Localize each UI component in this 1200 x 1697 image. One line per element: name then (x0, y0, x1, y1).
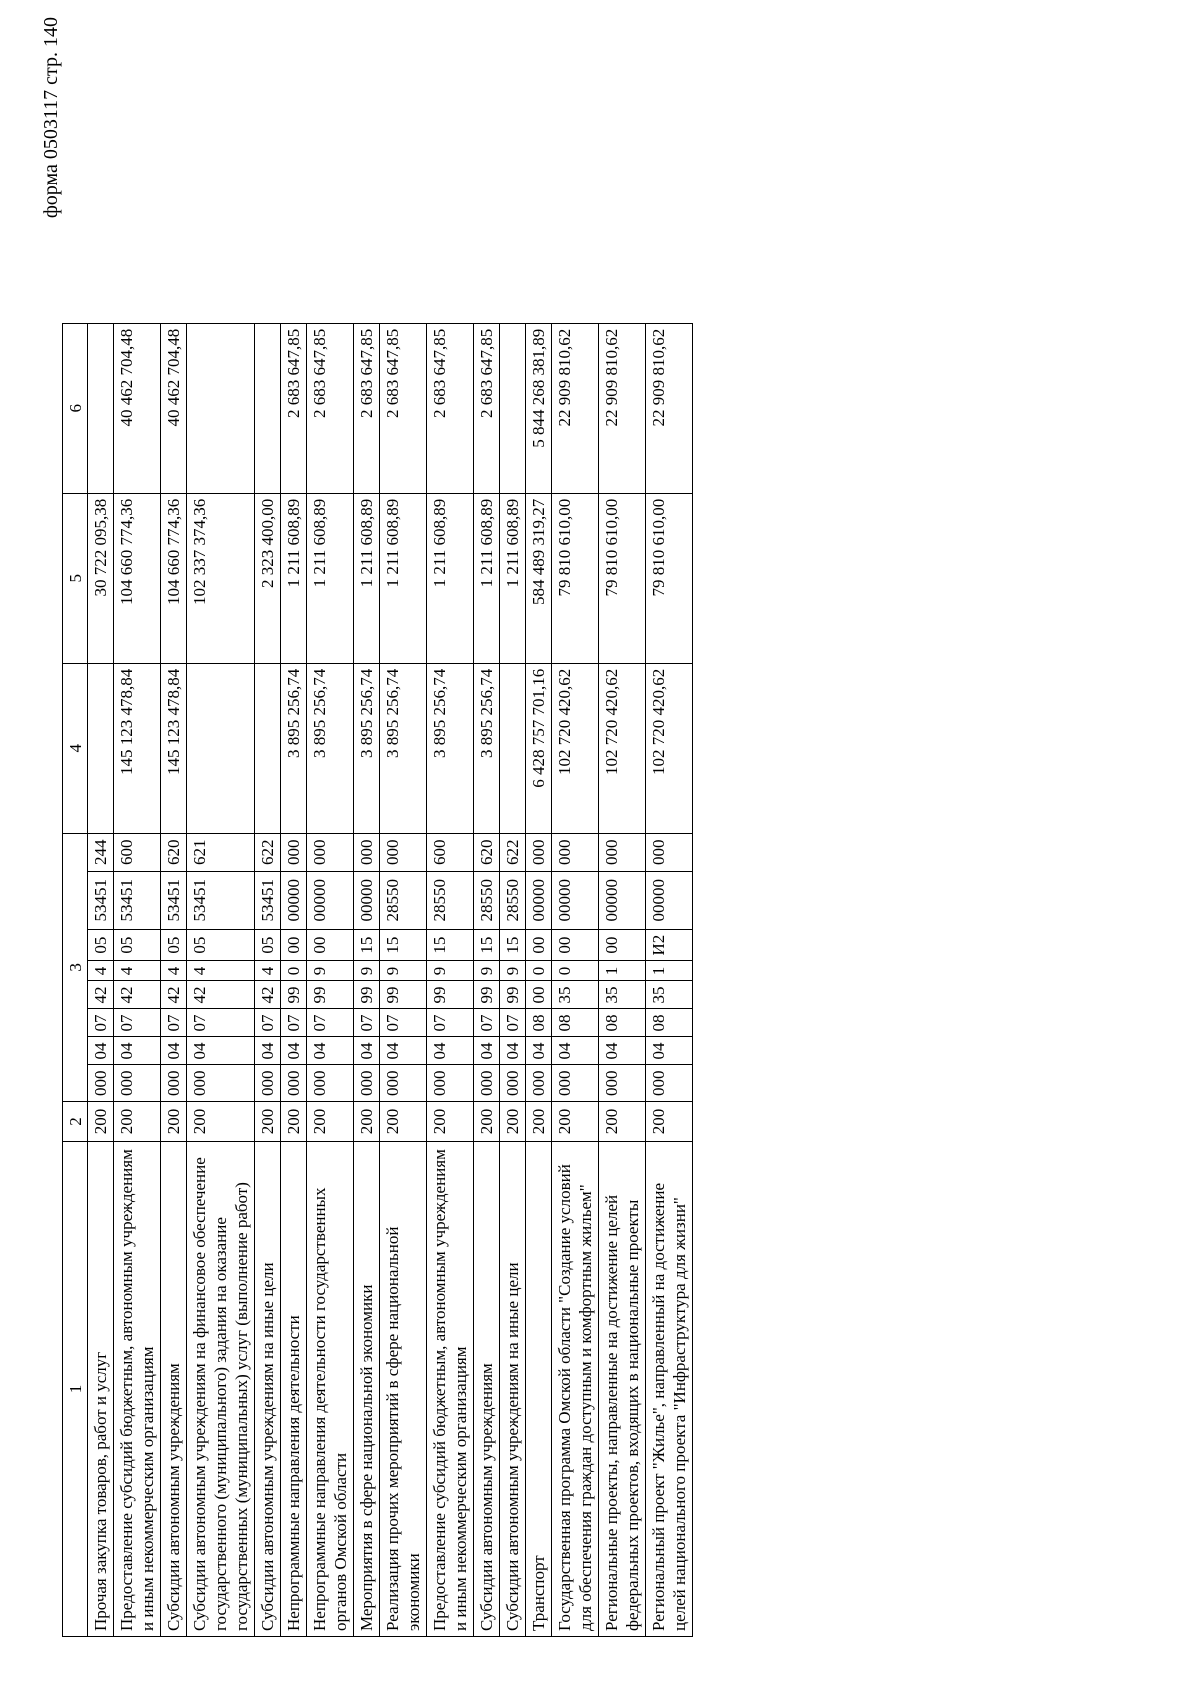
row-approved-amount: 3 895 256,74 (281, 663, 307, 833)
row-code-part-6: 15 (500, 929, 526, 961)
row-code-part-2: 04 (255, 1037, 281, 1065)
row-unexecuted-amount (187, 323, 255, 493)
column-header-2: 2 (63, 1102, 88, 1142)
row-code-part-6: И2 (646, 929, 693, 961)
row-name: Транспорт (526, 1142, 552, 1637)
row-unexecuted-amount: 40 462 704,48 (114, 323, 161, 493)
row-code-part-8: 000 (380, 833, 427, 871)
row-code-part-8: 000 (281, 833, 307, 871)
row-executed-amount: 1 211 608,89 (281, 493, 307, 663)
row-code-part-7: 00000 (354, 871, 380, 929)
row-name: Субсидии автономным учреждениям на иные цели (500, 1142, 526, 1637)
row-unexecuted-amount: 2 683 647,85 (307, 323, 354, 493)
row-line-code: 200 (88, 1102, 114, 1142)
row-code-part-5: 4 (255, 961, 281, 981)
row-code-part-4: 00 (526, 981, 552, 1009)
row-name: Предоставление субсидий бюджетным, автономным учреждениям и иным некоммерческим организациям (114, 1142, 161, 1637)
row-code-part-3: 07 (187, 1009, 255, 1037)
row-code-part-5: 4 (161, 961, 187, 981)
row-code-part-2: 04 (474, 1037, 500, 1065)
table-row (552, 323, 599, 1636)
row-approved-amount: 3 895 256,74 (307, 663, 354, 833)
row-code-part-4: 42 (161, 981, 187, 1009)
row-code-part-7: 53451 (187, 871, 255, 929)
table-row (646, 323, 693, 1636)
row-unexecuted-amount (500, 323, 526, 493)
row-code-part-1: 000 (427, 1065, 474, 1102)
row-code-part-1: 000 (526, 1065, 552, 1102)
row-line-code: 200 (646, 1102, 693, 1142)
row-line-code: 200 (307, 1102, 354, 1142)
row-code-part-1: 000 (646, 1065, 693, 1102)
row-code-part-3: 08 (526, 1009, 552, 1037)
row-code-part-5: 0 (552, 961, 599, 981)
row-code-part-6: 15 (474, 929, 500, 961)
row-code-part-1: 000 (380, 1065, 427, 1102)
row-code-part-8: 000 (599, 833, 646, 871)
row-code-part-2: 04 (427, 1037, 474, 1065)
row-code-part-3: 07 (161, 1009, 187, 1037)
row-line-code: 200 (161, 1102, 187, 1142)
row-unexecuted-amount: 40 462 704,48 (161, 323, 187, 493)
row-code-part-3: 07 (474, 1009, 500, 1037)
row-code-part-4: 99 (427, 981, 474, 1009)
row-code-part-5: 9 (474, 961, 500, 981)
row-executed-amount: 79 810 610,00 (599, 493, 646, 663)
row-code-part-1: 000 (187, 1065, 255, 1102)
row-unexecuted-amount: 2 683 647,85 (474, 323, 500, 493)
row-code-part-4: 99 (380, 981, 427, 1009)
row-code-part-4: 35 (552, 981, 599, 1009)
row-code-part-6: 15 (380, 929, 427, 961)
row-executed-amount: 30 722 095,38 (88, 493, 114, 663)
row-code-part-7: 00000 (281, 871, 307, 929)
row-line-code: 200 (281, 1102, 307, 1142)
row-code-part-4: 35 (599, 981, 646, 1009)
row-code-part-5: 4 (88, 961, 114, 981)
row-code-part-4: 42 (255, 981, 281, 1009)
row-code-part-3: 07 (380, 1009, 427, 1037)
row-code-part-5: 9 (427, 961, 474, 981)
row-code-part-3: 08 (599, 1009, 646, 1037)
report-table (62, 323, 693, 1637)
row-code-part-3: 07 (88, 1009, 114, 1037)
row-code-part-8: 000 (354, 833, 380, 871)
row-executed-amount: 2 323 400,00 (255, 493, 281, 663)
row-executed-amount: 1 211 608,89 (474, 493, 500, 663)
header-row (63, 323, 88, 1636)
row-code-part-7: 00000 (526, 871, 552, 929)
row-unexecuted-amount: 2 683 647,85 (281, 323, 307, 493)
row-code-part-6: 05 (187, 929, 255, 961)
row-code-part-3: 07 (114, 1009, 161, 1037)
table-row (255, 323, 281, 1636)
row-code-part-7: 53451 (114, 871, 161, 929)
table-row (500, 323, 526, 1636)
row-executed-amount: 1 211 608,89 (354, 493, 380, 663)
row-code-part-7: 00000 (552, 871, 599, 929)
row-code-part-2: 04 (380, 1037, 427, 1065)
row-code-part-6: 05 (255, 929, 281, 961)
row-executed-amount: 1 211 608,89 (500, 493, 526, 663)
row-approved-amount: 6 428 757 701,16 (526, 663, 552, 833)
row-name: Непрограммные направления деятельности (281, 1142, 307, 1637)
row-code-part-5: 4 (114, 961, 161, 981)
row-code-part-4: 42 (114, 981, 161, 1009)
row-code-part-2: 04 (187, 1037, 255, 1065)
row-code-part-2: 04 (281, 1037, 307, 1065)
row-code-part-4: 42 (88, 981, 114, 1009)
row-line-code: 200 (599, 1102, 646, 1142)
row-line-code: 200 (187, 1102, 255, 1142)
row-code-part-1: 000 (88, 1065, 114, 1102)
row-code-part-1: 000 (354, 1065, 380, 1102)
row-name: Субсидии автономным учреждениям на финансовое обеспечение государственного (муниципального) задания на оказание государственных (муниципальных) услуг (выполнение работ) (187, 1142, 255, 1637)
row-name: Субсидии автономным учреждениям на иные цели (255, 1142, 281, 1637)
row-unexecuted-amount: 22 909 810,62 (599, 323, 646, 493)
row-code-part-2: 04 (552, 1037, 599, 1065)
row-code-part-1: 000 (474, 1065, 500, 1102)
row-code-part-5: 4 (187, 961, 255, 981)
row-code-part-2: 04 (307, 1037, 354, 1065)
row-code-part-5: 9 (500, 961, 526, 981)
row-executed-amount: 1 211 608,89 (307, 493, 354, 663)
row-executed-amount: 584 489 319,27 (526, 493, 552, 663)
row-approved-amount: 3 895 256,74 (354, 663, 380, 833)
row-code-part-6: 00 (526, 929, 552, 961)
column-header-1: 1 (63, 1142, 88, 1637)
row-code-part-4: 99 (500, 981, 526, 1009)
row-code-part-8: 244 (88, 833, 114, 871)
row-code-part-4: 35 (646, 981, 693, 1009)
row-line-code: 200 (526, 1102, 552, 1142)
row-unexecuted-amount (88, 323, 114, 493)
row-code-part-3: 08 (552, 1009, 599, 1037)
row-code-part-7: 53451 (88, 871, 114, 929)
row-line-code: 200 (354, 1102, 380, 1142)
row-code-part-8: 620 (161, 833, 187, 871)
row-line-code: 200 (500, 1102, 526, 1142)
column-header-6: 6 (63, 323, 88, 493)
row-code-part-8: 622 (255, 833, 281, 871)
row-code-part-8: 000 (646, 833, 693, 871)
row-line-code: 200 (427, 1102, 474, 1142)
row-approved-amount: 102 720 420,62 (646, 663, 693, 833)
row-name: Предоставление субсидий бюджетным, автономным учреждениям и иным некоммерческим организациям (427, 1142, 474, 1637)
row-code-part-6: 00 (552, 929, 599, 961)
row-code-part-7: 53451 (161, 871, 187, 929)
row-executed-amount: 79 810 610,00 (646, 493, 693, 663)
row-approved-amount (500, 663, 526, 833)
row-name: Субсидии автономным учреждениям (161, 1142, 187, 1637)
row-code-part-5: 1 (599, 961, 646, 981)
row-code-part-2: 04 (500, 1037, 526, 1065)
row-code-part-2: 04 (526, 1037, 552, 1065)
row-executed-amount: 79 810 610,00 (552, 493, 599, 663)
row-code-part-8: 000 (307, 833, 354, 871)
row-code-part-7: 28550 (474, 871, 500, 929)
row-code-part-7: 53451 (255, 871, 281, 929)
table-row (161, 323, 187, 1636)
row-approved-amount: 3 895 256,74 (380, 663, 427, 833)
row-name: Реализация прочих мероприятий в сфере национальной экономики (380, 1142, 427, 1637)
row-code-part-1: 000 (114, 1065, 161, 1102)
row-code-part-2: 04 (354, 1037, 380, 1065)
row-code-part-1: 000 (281, 1065, 307, 1102)
row-code-part-3: 07 (307, 1009, 354, 1037)
table-row (88, 323, 114, 1636)
row-code-part-1: 000 (161, 1065, 187, 1102)
row-code-part-7: 28550 (427, 871, 474, 929)
row-code-part-3: 07 (255, 1009, 281, 1037)
row-name: Государственная программа Омской области "Создание условий для обеспечения граждан доступным и комфортным жильем" (552, 1142, 599, 1637)
row-unexecuted-amount: 2 683 647,85 (354, 323, 380, 493)
row-approved-amount (255, 663, 281, 833)
row-code-part-8: 000 (552, 833, 599, 871)
row-approved-amount: 145 123 478,84 (161, 663, 187, 833)
row-approved-amount: 102 720 420,62 (552, 663, 599, 833)
column-header-5: 5 (63, 493, 88, 663)
row-code-part-8: 620 (474, 833, 500, 871)
table-row (599, 323, 646, 1636)
row-code-part-3: 07 (427, 1009, 474, 1037)
row-code-part-5: 9 (354, 961, 380, 981)
row-code-part-8: 621 (187, 833, 255, 871)
row-code-part-6: 15 (427, 929, 474, 961)
row-code-part-4: 99 (281, 981, 307, 1009)
row-code-part-6: 05 (114, 929, 161, 961)
row-code-part-1: 000 (599, 1065, 646, 1102)
row-approved-amount: 3 895 256,74 (474, 663, 500, 833)
row-code-part-2: 04 (599, 1037, 646, 1065)
row-code-part-5: 0 (281, 961, 307, 981)
row-code-part-7: 00000 (646, 871, 693, 929)
row-code-part-1: 000 (307, 1065, 354, 1102)
table-row (427, 323, 474, 1636)
row-code-part-3: 08 (646, 1009, 693, 1037)
row-code-part-2: 04 (114, 1037, 161, 1065)
row-name: Мероприятия в сфере национальной экономики (354, 1142, 380, 1637)
row-code-part-4: 99 (307, 981, 354, 1009)
row-code-part-8: 000 (526, 833, 552, 871)
row-code-part-8: 600 (114, 833, 161, 871)
row-code-part-6: 00 (599, 929, 646, 961)
row-code-part-3: 07 (500, 1009, 526, 1037)
table-row (380, 323, 427, 1636)
row-code-part-1: 000 (552, 1065, 599, 1102)
row-line-code: 200 (255, 1102, 281, 1142)
row-name: Субсидии автономным учреждениям (474, 1142, 500, 1637)
row-code-part-7: 00000 (599, 871, 646, 929)
row-approved-amount (187, 663, 255, 833)
row-code-part-6: 00 (281, 929, 307, 961)
row-code-part-4: 99 (474, 981, 500, 1009)
row-code-part-5: 1 (646, 961, 693, 981)
row-code-part-2: 04 (161, 1037, 187, 1065)
row-code-part-3: 07 (354, 1009, 380, 1037)
column-header-3: 3 (63, 833, 88, 1101)
row-approved-amount: 145 123 478,84 (114, 663, 161, 833)
column-header-4: 4 (63, 663, 88, 833)
table-row (474, 323, 500, 1636)
row-unexecuted-amount: 2 683 647,85 (380, 323, 427, 493)
row-code-part-7: 28550 (500, 871, 526, 929)
row-code-part-4: 42 (187, 981, 255, 1009)
form-header: форма 0503117 стр. 140 (40, 17, 62, 219)
row-code-part-4: 99 (354, 981, 380, 1009)
table-row (526, 323, 552, 1636)
table-row (114, 323, 161, 1636)
row-code-part-5: 9 (307, 961, 354, 981)
row-name: Региональные проекты, направленные на достижение целей федеральных проектов, входящих в национальные проекты (599, 1142, 646, 1637)
row-code-part-2: 04 (88, 1037, 114, 1065)
row-executed-amount: 1 211 608,89 (427, 493, 474, 663)
row-code-part-1: 000 (500, 1065, 526, 1102)
row-code-part-6: 05 (88, 929, 114, 961)
row-code-part-1: 000 (255, 1065, 281, 1102)
row-name: Непрограммные направления деятельности государственных органов Омской области (307, 1142, 354, 1637)
table-row (307, 323, 354, 1636)
row-line-code: 200 (114, 1102, 161, 1142)
row-code-part-6: 00 (307, 929, 354, 961)
row-code-part-6: 15 (354, 929, 380, 961)
row-name: Региональный проект "Жилье", направленный на достижение целей национального проекта "Инфраструктура для жизни" (646, 1142, 693, 1637)
row-code-part-8: 622 (500, 833, 526, 871)
row-code-part-7: 00000 (307, 871, 354, 929)
row-code-part-7: 28550 (380, 871, 427, 929)
row-approved-amount: 3 895 256,74 (427, 663, 474, 833)
row-executed-amount: 104 660 774,36 (161, 493, 187, 663)
row-code-part-5: 9 (380, 961, 427, 981)
table-row (281, 323, 307, 1636)
row-approved-amount: 102 720 420,62 (599, 663, 646, 833)
row-code-part-8: 600 (427, 833, 474, 871)
table-row (187, 323, 255, 1636)
row-unexecuted-amount: 22 909 810,62 (552, 323, 599, 493)
report-body (88, 323, 693, 1636)
row-line-code: 200 (474, 1102, 500, 1142)
row-approved-amount (88, 663, 114, 833)
row-unexecuted-amount: 2 683 647,85 (427, 323, 474, 493)
row-executed-amount: 102 337 374,36 (187, 493, 255, 663)
row-unexecuted-amount: 22 909 810,62 (646, 323, 693, 493)
table-row (354, 323, 380, 1636)
row-executed-amount: 104 660 774,36 (114, 493, 161, 663)
row-code-part-5: 0 (526, 961, 552, 981)
row-code-part-3: 07 (281, 1009, 307, 1037)
row-unexecuted-amount (255, 323, 281, 493)
row-code-part-2: 04 (646, 1037, 693, 1065)
row-unexecuted-amount: 5 844 268 381,89 (526, 323, 552, 493)
row-name: Прочая закупка товаров, работ и услуг (88, 1142, 114, 1637)
row-executed-amount: 1 211 608,89 (380, 493, 427, 663)
row-code-part-6: 05 (161, 929, 187, 961)
row-line-code: 200 (552, 1102, 599, 1142)
row-line-code: 200 (380, 1102, 427, 1142)
